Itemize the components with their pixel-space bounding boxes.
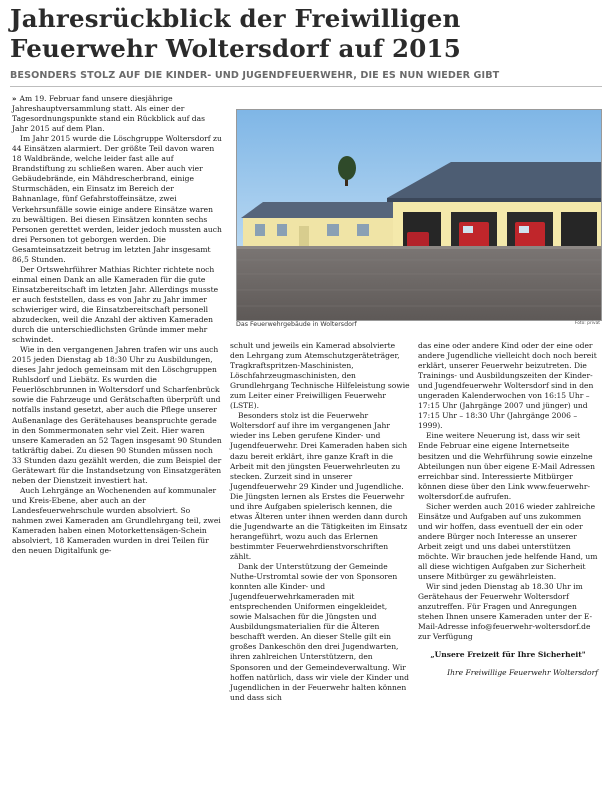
headline-line-1: Jahresrückblick der Freiwilligen bbox=[10, 4, 461, 33]
signature: Ihre Freiwillige Feuerwehr Woltersdorf bbox=[447, 668, 598, 678]
photo-credit: Foto: privat bbox=[574, 321, 600, 326]
article-paragraph: Dank der Unterstützung der Gemeinde Nuthe-Urstromtal sowie der von Sponsoren konnten alle Kinder- und Jugendfeuerwehrkameraden mit entsprechenden Uniformen eingekleidet, sowie Malsachen für die Jüngsten und Ausbildungsmaterialien für die Älteren beschafft werden. An dieser Stelle gilt ein großes Dankeschön den drei Jugendwarten, ihren zahlreichen Unterstützern, den Sponsoren und der Gemeindeverwaltung. Wir hoffen natürlich, dass wir viele der Kinder und Jugendlichen in der Feuerwehr halten können und dass sich bbox=[230, 562, 409, 702]
article-paragraph: schult und jeweils ein Kamerad absolvierte den Lehrgang zum Atemschutzgeräteträger, Tragkraftspritzen-Maschinisten, Löschfahrzeugmaschinisten, den Grundlehrgang Technische Hilfeleistung sowie zum Leiter einer Freiwilligen Feuerwehr (LSTE). bbox=[230, 341, 410, 411]
photo-caption: Das Feuerwehrgebäude in Woltersdorf bbox=[236, 321, 357, 328]
article-paragraph: Im Jahr 2015 wurde die Löschgruppe Woltersdorf zu 44 Einsätzen alarmiert. Der größte Teil davon waren 18 Waldbrände, welche leider fast alle auf Brandstiftung zu schließen waren. Aber auch vier Gebäudebrände, ein Mähdrescherbrand, einige Sturmschäden, ein Einsatz im Bereich der Bahnanlage, fünf Gefahrstoffeinsätze, zwei Verkehrsunfälle sowie einige andere Einsätze waren zu bewältigen. Bei diesen Einsätzen konnten sechs Personen gerettet werden, leider jedoch mussten auch drei Personen tot geborgen werden. Die Gesamteinsatzzeit betrug im letzten Jahr insgesamt 86,5 Stunden. bbox=[12, 134, 222, 264]
slogan: „Unsere Freizeit für Ihre Sicherheit" bbox=[430, 650, 586, 660]
article-paragraph: das eine oder andere Kind oder der eine oder andere Jugendliche vielleicht doch noch bereit erklärt, unserer Feuerwehr beizutreten. Die Trainings- und Ausbildungszeiten der Kinder- und Jugendfeuerwehr Woltersdorf sind in den ungeraden Kalenderwochen von 16:15 Uhr – 17:15 Uhr (Jahrgänge 2007 und jünger) und 17:15 Uhr – 18:30 Uhr (Jahrgänge 2006 – 1999). bbox=[418, 341, 597, 431]
article-paragraph: Der Ortswehrführer Mathias Richter richtete noch einmal einen Dank an alle Kameraden für die gute Einsatzbereitschaft im letzten Jahr. Allerdings musste er auch feststellen, dass es von Jahr zu Jahr immer schwieriger wird, die Einsatzbereitschaft personell abzudecken, weil die Anzahl der aktiven Kameraden durch die unterschiedlichsten Gründe immer mehr schwindet. bbox=[12, 264, 219, 345]
headline-line-2: Feuerwehr Woltersdorf auf 2015 bbox=[10, 34, 462, 63]
subheadline: BESONDERS STOLZ AUF DIE KINDER- UND JUGENDFEUERWEHR, DIE ES NUN WIEDER GIBT bbox=[10, 70, 500, 81]
article-column-1 bbox=[12, 94, 222, 556]
article-paragraph: Wie in den vergangenen Jahren trafen wir uns auch 2015 jeden Dienstag ab 18:30 Uhr zu Ausbildungen, dieses Jahr jedoch gemeinsam mit den Löschgruppen Ruhlsdorf und Liebätz. Es wurden die Feuerlöschbrunnen in Woltersdorf und Scharfenbrück sowie die Fahrzeuge und Gerätschaften überprüft und notfalls instand gesetzt, aber auch die Pflege unserer Außenanlage des Gerätehauses beanspruchte gerade in den Sommermonaten sehr viel Zeit. Hier waren unsere Kameraden an 52 Tagen insgesamt 90 Stunden tatkräftig dabei. Zu diesen 90 Stunden müssen noch 33 Stunden dazu gezählt werden, die zum Beispiel der Gerätewart für die Instandsetzung von Einsatzgeräten neben der Dienstzeit investiert hat. bbox=[12, 345, 222, 485]
article-paragraph: Wir sind jeden Dienstag ab 18.30 Uhr im Gerätehaus der Feuerwehr Woltersdorf anzutreffen. Für Fragen und Anregungen stehen Ihnen unsere Kameraden unter der E-Mail-Adresse info@feuerwehr-woltersdorf.de zur Verfügung bbox=[418, 582, 593, 642]
paragraph-marker: » bbox=[12, 95, 17, 103]
article-column-3 bbox=[418, 341, 598, 679]
article-paragraph: Sicher werden auch 2016 wieder zahlreiche Einsätze und Aufgaben auf uns zukommen und wir hoffen, dass eventuell der ein oder andere Bürger noch Interesse an unserer Arbeit zeigt und uns dabei unterstützen möchte. Wir brauchen jede helfende Hand, um all diese wichtigen Aufgaben zur Sicherheit unsere Mitbürger zu gewährleisten. bbox=[418, 501, 598, 582]
fire-station-illustration bbox=[237, 110, 601, 320]
article-paragraph: » Am 19. Februar fand unsere diesjährige Jahreshauptversammlung statt. Als einer der Tagesordnungspunkte stand ein Rückblick auf das Jahr 2015 auf dem Plan. bbox=[12, 94, 205, 134]
header-divider bbox=[10, 86, 602, 87]
article-column-2 bbox=[230, 341, 410, 703]
article-paragraph: Besonders stolz ist die Feuerwehr Woltersdorf auf ihre im vergangenen Jahr wieder ins Leben gerufene Kinder- und Jugendfeuerwehr. Drei Kameraden haben sich dazu bereit erklärt, ihre ganze Kraft in die Arbeit mit den jüngsten Feuerwehrleuten zu stecken. Zurzeit sind in unserer Jugendfeuerwehr 29 Kinder und Jugendliche. Die Jüngsten lernen als Erstes die Feuerwehr und ihre Aufgaben spielerisch kennen, die etwas Älteren unter ihnen werden dann durch die Jugendwarte an die Tätigkeiten im Einsatz herangeführt, wozu auch das Erlernen bestimmter Feuerwehrdienstvorschriften zählt. bbox=[230, 411, 408, 561]
headline bbox=[10, 4, 602, 64]
article-paragraph: Auch Lehrgänge an Wochenenden auf kommunaler und Kreis-Ebene, aber auch an der Landesfeuerwehrschule wurden absolviert. So nahmen zwei Kameraden am Grundlehrgang teil, zwei Kameraden haben einen Motorkettensägen-Schein absolviert, 18 Kameraden wurden in drei Teilen für den neuen Digitalfunk ge- bbox=[12, 485, 221, 556]
fire-station-photo bbox=[236, 109, 602, 321]
article-paragraph: Eine weitere Neuerung ist, dass wir seit Ende Februar eine eigene Internetseite besitzen und die Wehrführung sowie einzelne Abteilungen nun über eigene E-Mail Adressen erreichbar sind. Interessierte Mitbürger können diese über den Link www.feuerwehr-woltersdorf.de aufrufen. bbox=[418, 431, 596, 501]
